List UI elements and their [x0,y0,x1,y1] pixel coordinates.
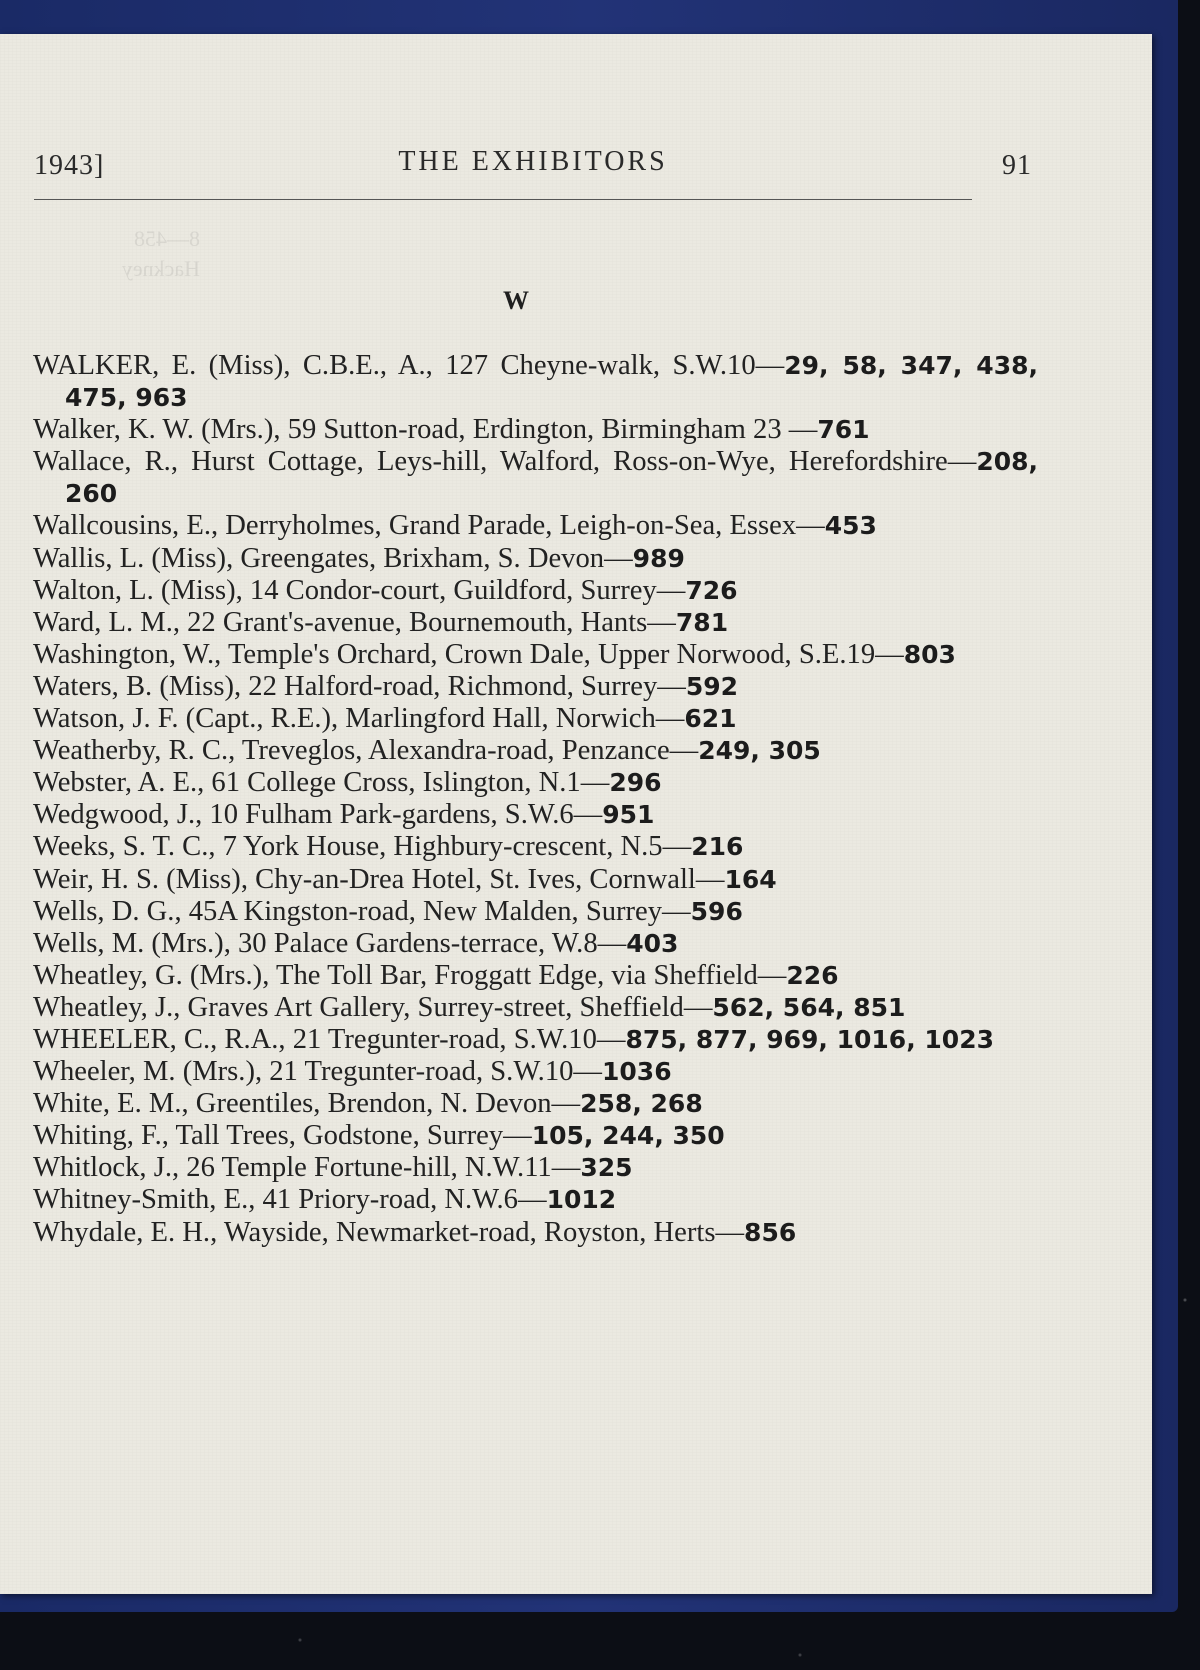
exhibitor-entry [33,1184,1038,1216]
entry-catalogue-numbers: 258, 268 [580,1089,703,1119]
exhibitor-entry [33,703,1038,735]
entry-catalogue-numbers: 781 [675,607,729,637]
entry-address: Wedgwood, J., 10 Fulham Park-gardens, S.W.6— [33,799,603,831]
entry-catalogue-numbers: 875, 877, 969, 1016, 1023 [625,1024,994,1054]
entry-address: Walton, L. (Miss), 14 Condor-court, Guildford, Surrey— [33,574,686,606]
entry-address: Wells, D. G., 45A Kingston-road, New Malden, Surrey— [33,895,691,927]
entry-catalogue-numbers: 296 [609,768,662,798]
entry-address: Weeks, S. T. C., 7 York House, Highbury-crescent, N.5— [33,831,692,863]
exhibitor-entry [33,928,1038,960]
entry-address: Whitney-Smith, E., 41 Priory-road, N.W.6— [33,1184,547,1216]
entry-address: Weir, H. S. (Miss), Chy-an-Drea Hotel, St. Ives, Cornwall— [33,863,725,895]
entry-address: Wells, M. (Mrs.), 30 Palace Gardens-terrace, W.8— [33,927,627,959]
exhibitor-entry [33,1120,1038,1152]
header-year: 1943] [34,150,105,181]
exhibitor-entry [33,799,1038,831]
entry-address: Wallis, L. (Miss), Greengates, Brixham, S. Devon— [33,542,633,574]
exhibitor-entry [33,1024,1038,1056]
entry-catalogue-numbers: 856 [744,1217,797,1247]
entry-catalogue-numbers: 249, 305 [698,736,821,766]
entry-catalogue-numbers: 29, 58, 347, 438, 475, 963 [65,351,1038,413]
exhibitor-entry [33,510,1038,542]
exhibitor-entry [33,575,1038,607]
entry-address: Waters, B. (Miss), 22 Halford-road, Richmond, Surrey— [33,670,686,702]
entry-address: WHEELER, C., R.A., 21 Tregunter-road, S.W.10— [33,1023,626,1055]
exhibitor-entry [33,992,1038,1024]
entry-catalogue-numbers: 592 [685,671,739,701]
entry-catalogue-numbers: 208, 260 [65,447,1038,509]
entry-address: Washington, W., Temple's Orchard, Crown Dale, Upper Norwood, S.E.19— [33,638,904,670]
entry-address: Walker, K. W. (Mrs.), 59 Sutton-road, Erdington, Birmingham 23 — [33,414,818,446]
exhibitor-entry [33,543,1038,575]
exhibitor-entry [33,896,1038,928]
entry-catalogue-numbers: 951 [602,800,655,830]
entry-catalogue-numbers: 216 [691,832,744,862]
entry-address: Weatherby, R. C., Treveglos, Alexandra-road, Penzance— [33,735,699,767]
entry-catalogue-numbers: 403 [626,928,679,958]
entry-address: Watson, J. F. (Capt., R.E.), Marlingford Hall, Norwich— [33,703,685,735]
entry-catalogue-numbers: 1036 [602,1057,672,1087]
entry-catalogue-numbers: 803 [903,639,956,669]
entry-catalogue-numbers: 325 [580,1153,633,1183]
entry-address: Wheatley, G. (Mrs.), The Toll Bar, Froggatt Edge, via Sheffield— [33,959,787,991]
entry-catalogue-numbers: 989 [632,543,685,573]
entry-catalogue-numbers: 1012 [546,1185,617,1215]
show-through-line: 8—458 [134,226,200,251]
exhibitor-entry [33,414,1038,446]
exhibitor-entry [33,1056,1038,1088]
entry-catalogue-numbers: 761 [817,415,870,445]
page-number: 91 [1002,150,1032,181]
exhibitor-entry [33,831,1038,863]
entry-address: Wallcousins, E., Derryholmes, Grand Parade, Leigh-on-Sea, Essex— [33,510,825,542]
exhibitor-entry [33,864,1038,896]
exhibitor-entry [33,350,1038,414]
entry-catalogue-numbers: 105, 244, 350 [531,1121,725,1151]
entry-address: Wallace, R., Hurst Cottage, Leys-hill, Walford, Ross-on-Wye, Herefordshire— [33,446,977,478]
entry-address: White, E. M., Greentiles, Brendon, N. Devon— [33,1088,581,1120]
exhibitor-entry [33,1088,1038,1120]
entry-address: Ward, L. M., 22 Grant's-avenue, Bournemouth, Hants— [33,606,676,638]
show-through-text [40,224,200,284]
exhibitor-entry [33,960,1038,992]
entry-address: Whydale, E. H., Wayside, Newmarket-road, Royston, Herts— [33,1216,745,1248]
exhibitor-list [33,350,1038,1249]
exhibitor-entry [33,671,1038,703]
header-rule [34,199,972,200]
entry-address: WALKER, E. (Miss), C.B.E., A., 127 Cheyne-walk, S.W.10— [33,350,785,381]
entry-catalogue-numbers: 562, 564, 851 [712,992,906,1022]
exhibitor-entry [33,607,1038,639]
exhibitor-entry [33,767,1038,799]
entry-catalogue-numbers: 453 [824,511,877,541]
section-letter: W [503,286,529,315]
entry-address: Wheeler, M. (Mrs.), 21 Tregunter-road, S.W.10— [33,1056,603,1088]
entry-catalogue-numbers: 226 [786,960,839,990]
show-through-line: Hackney [121,256,200,281]
entry-catalogue-numbers: 726 [685,575,738,605]
entry-address: Whiting, F., Tall Trees, Godstone, Surrey— [33,1120,532,1152]
entry-catalogue-numbers: 596 [690,896,743,926]
exhibitor-entry [33,446,1038,510]
entry-catalogue-numbers: 164 [724,864,777,894]
book-page [0,34,1152,1594]
exhibitor-entry [33,639,1038,671]
entry-address: Whitlock, J., 26 Temple Fortune-hill, N.W.11— [33,1152,581,1184]
exhibitor-entry [33,735,1038,767]
exhibitor-entry [33,1217,1038,1249]
exhibitor-entry [33,1152,1038,1184]
running-header [34,146,1032,186]
header-title: THE EXHIBITORS [398,146,668,177]
entry-catalogue-numbers: 621 [684,704,737,734]
entry-address: Wheatley, J., Graves Art Gallery, Surrey-street, Sheffield— [33,991,713,1023]
entry-address: Webster, A. E., 61 College Cross, Islington, N.1— [33,767,610,799]
